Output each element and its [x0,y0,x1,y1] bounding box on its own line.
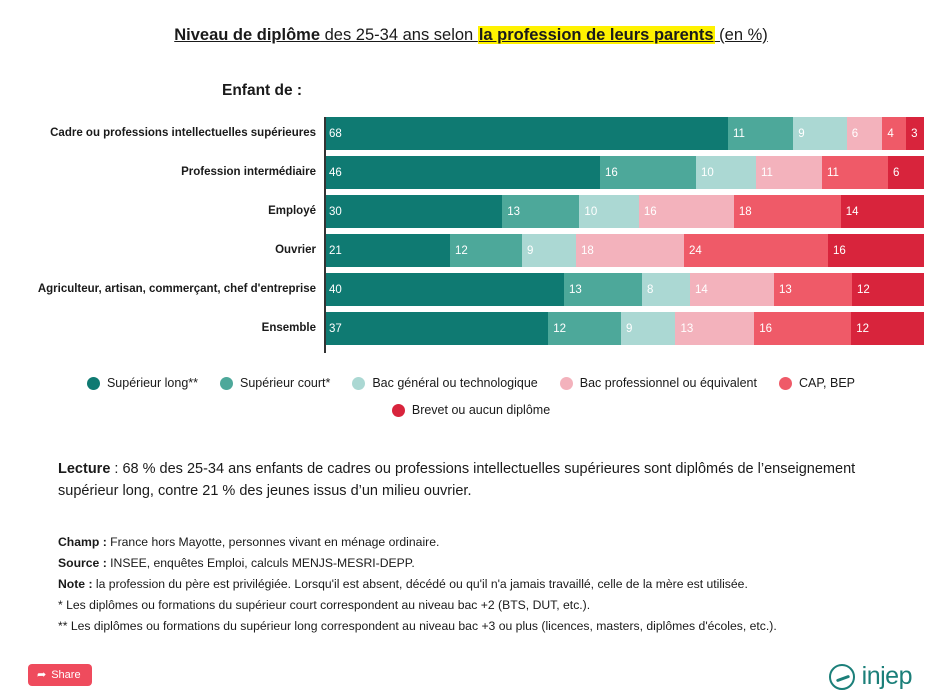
chart-segment [324,195,502,228]
legend-item[interactable] [220,376,330,390]
chart-row [18,156,924,189]
chart-segment-value: 8 [647,283,654,296]
chart-row-label: Ensemble [261,322,316,335]
chart-legend [0,376,942,430]
stacked-bar-chart [18,117,924,353]
legend-row-secondary [0,403,942,417]
legend-item-label: Bac général ou technologique [372,376,538,390]
chart-segment-value: 12 [553,322,567,335]
legend-item[interactable] [779,376,855,390]
chart-segment-value: 12 [857,283,870,296]
title-part-3-highlighted: la profession de leurs parents [478,26,714,44]
chart-segment [324,312,548,345]
chart-row-label: Profession intermédiaire [181,166,316,179]
chart-segment-value: 11 [732,127,745,140]
chart-segment [600,156,696,189]
legend-item-label: Supérieur court* [240,376,331,390]
legend-item[interactable] [352,376,537,390]
chart-segment-value: 3 [911,127,918,140]
chart-segment [579,195,638,228]
legend-color-dot-icon [392,404,405,417]
note-line [58,574,888,595]
source-notes [58,532,888,637]
note-line [58,595,888,616]
chart-segment [828,234,924,267]
title-part-2: des 25-34 ans selon [320,26,478,44]
chart-row-bars [324,156,924,189]
note-line [58,616,888,637]
chart-rows [18,117,924,345]
chart-segment [621,312,676,345]
chart-segment-value: 37 [329,322,342,335]
note-text: France hors Mayotte, personnes vivant en ménage ordinaire. [106,535,440,549]
chart-segment-value: 16 [833,244,846,257]
chart-segment [728,117,793,150]
chart-row-bars [324,234,924,267]
chart-segment [450,234,522,267]
chart-segment-value: 10 [701,166,714,179]
chart-row-bars [324,195,924,228]
chart-row-bars [324,273,924,306]
chart-segment-value: 6 [851,127,859,140]
legend-item[interactable] [392,403,550,417]
chart-segment [564,273,642,306]
chart-row-bars [324,117,924,150]
chart-segment-value: 13 [507,205,520,218]
chart-segment [822,156,888,189]
injep-logo-icon [829,664,855,690]
chart-row [18,312,924,345]
page-title [0,26,942,45]
legend-item[interactable] [560,376,757,390]
chart-segment [324,156,600,189]
chart-segment [642,273,690,306]
chart-segment-value: 30 [329,205,342,218]
note-label: Champ : [58,535,107,549]
chart-segment-value: 11 [827,166,839,179]
chart-segment-value: 13 [779,283,792,296]
chart-segment-value: 18 [738,205,752,218]
chart-segment [675,312,754,345]
share-button[interactable] [28,664,92,686]
chart-segment [548,312,621,345]
legend-item-label: CAP, BEP [798,376,856,390]
chart-segment-value: 13 [569,283,582,296]
chart-row-label: Cadre ou professions intellectuelles supérieures [50,127,316,140]
chart-segment-value: 11 [761,166,773,179]
note-line [58,532,888,553]
chart-segment [756,156,822,189]
title-part-1: Niveau de diplôme [174,26,321,44]
chart-segment-value: 13 [680,322,694,335]
legend-item[interactable] [87,376,198,390]
chart-segment [847,117,883,150]
chart-segment [576,234,684,267]
chart-segment-value: 12 [856,322,870,335]
chart-segment-value: 16 [759,322,773,335]
chart-segment-value: 10 [584,205,598,218]
chart-segment [754,312,851,345]
chart-segment-value: 9 [527,244,534,257]
title-part-4: (en %) [714,26,768,44]
chart-segment [851,312,924,345]
chart-segment [324,234,450,267]
chart-header-label: Enfant de : [222,82,303,99]
chart-segment-value: 16 [605,166,618,179]
note-text: la profession du père est privilégiée. Lorsqu'il est absent, décédé ou qu'il n'a jamais travaillé, celle de la mère est utilisée. [92,576,748,591]
lecture-label: Lecture [58,461,111,477]
chart-segment-value: 18 [581,244,594,257]
chart-segment [793,117,846,150]
chart-segment [734,195,841,228]
chart-segment-value: 6 [893,166,900,179]
legend-item-label: Bac professionnel ou équivalent [579,376,757,390]
chart-segment [522,234,576,267]
chart-row-label: Employé [268,205,316,218]
legend-color-dot-icon [779,377,792,390]
chart-axis-line [324,117,326,353]
note-text: INSEE, enquêtes Emploi, calculs MENJS-MESRI-DEPP. [106,555,415,570]
chart-row [18,234,924,267]
chart-segment-value: 16 [643,205,657,218]
chart-segment [639,195,734,228]
note-line [58,553,888,574]
note-label: Note : [58,576,93,591]
chart-segment-value: 4 [887,127,894,140]
legend-row-primary [0,376,942,390]
chart-segment [324,117,728,150]
chart-segment [774,273,852,306]
chart-segment-value: 14 [845,205,859,218]
chart-segment [684,234,828,267]
note-text: ** Les diplômes ou formations du supérieur long correspondent au niveau bac +3 ou plus (licences, masters, diplômes d'écoles, etc.). [58,618,777,633]
chart-segment [888,156,924,189]
chart-segment-value: 9 [798,127,805,140]
chart-row [18,273,924,306]
legend-item-label: Supérieur long** [106,376,199,390]
legend-color-dot-icon [220,377,233,390]
chart-row-label: Ouvrier [275,244,316,257]
chart-segment [324,273,564,306]
chart-segment-value: 12 [455,244,468,257]
note-label: Source : [58,555,107,570]
chart-segment-value: 68 [329,127,342,140]
brand-logo [829,662,912,691]
chart-segment [502,195,579,228]
chart-row-label: Agriculteur, artisan, commerçant, chef d'entreprise [37,283,316,296]
legend-color-dot-icon [352,377,365,390]
chart-segment [852,273,924,306]
lecture-note [58,458,858,503]
legend-item-label: Brevet ou aucun diplôme [411,403,551,417]
chart-segment [690,273,774,306]
chart-row [18,117,924,150]
chart-row-bars [324,312,924,345]
chart-segment-value: 14 [695,283,708,296]
chart-segment [906,117,924,150]
legend-color-dot-icon [560,377,573,390]
chart-segment [696,156,756,189]
chart-segment [841,195,924,228]
share-icon: ➦ [37,668,47,681]
legend-color-dot-icon [87,377,100,390]
share-button-label: Share [51,669,81,681]
chart-segment [882,117,906,150]
lecture-text: : 68 % des 25-34 ans enfants de cadres ou professions intellectuelles supérieures sont diplômés de l’enseignement supérieur long, contre 21 % des jeunes issus d’un milieu ouvrier. [58,461,856,500]
chart-row [18,195,924,228]
chart-segment-value: 24 [689,244,702,257]
chart-segment-value: 40 [329,283,342,296]
chart-segment-value: 9 [625,322,633,335]
brand-name: injep [861,662,912,690]
chart-segment-value: 21 [329,244,342,257]
chart-segment-value: 46 [329,166,342,179]
note-text: * Les diplômes ou formations du supérieur court correspondent au niveau bac +2 (BTS, DUT, etc.). [58,597,591,612]
